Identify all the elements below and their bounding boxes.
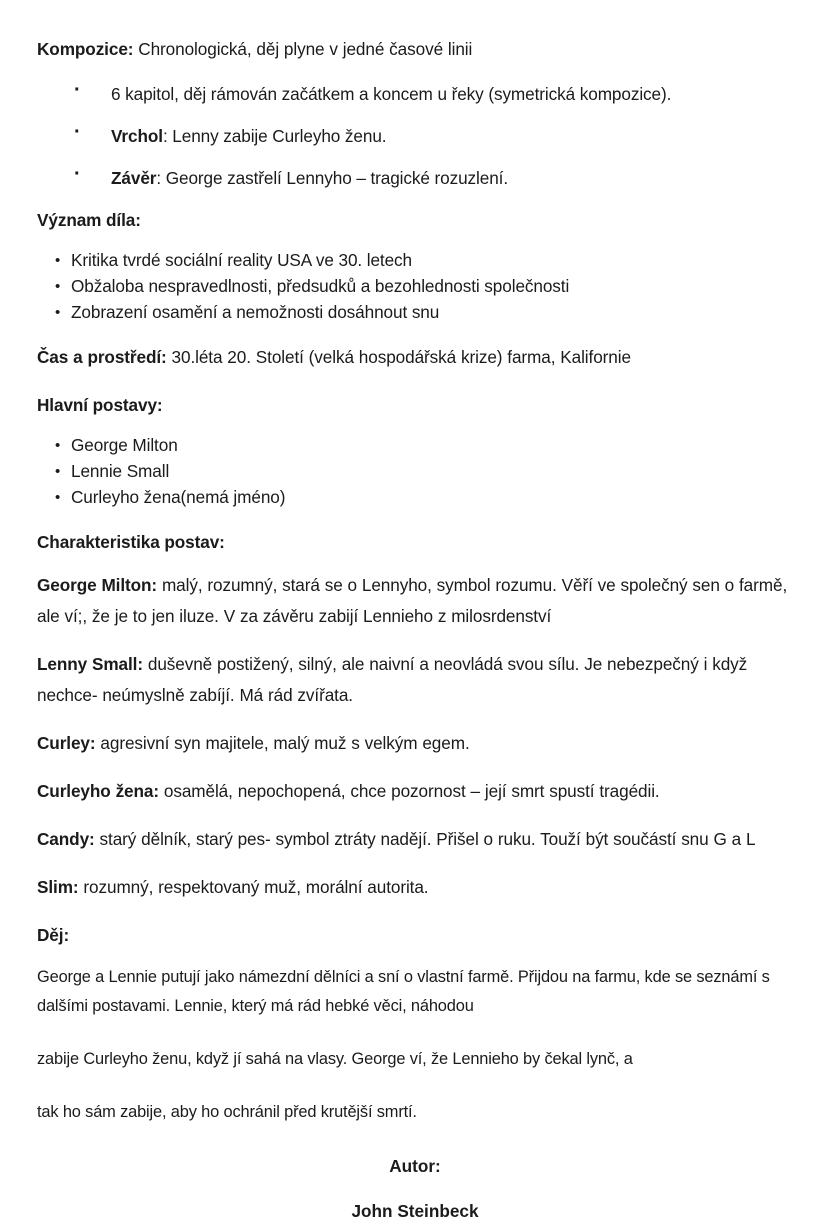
plot-paragraph: zabije Curleyho ženu, když jí sahá na vlasy. George ví, že Lennieho by čekal lynč, a: [37, 1050, 633, 1068]
composition-item-1-bold: Vrchol: [111, 126, 163, 146]
main-characters-list: [37, 433, 793, 510]
author-name: John Steinbeck: [351, 1201, 479, 1221]
character-name: George Milton:: [37, 575, 158, 595]
character-name: Lenny Small:: [37, 654, 143, 674]
setting-label: Čas a prostředí:: [37, 347, 167, 367]
character-name: Slim:: [37, 877, 79, 897]
composition-value: Chronologická, děj plyne v jedné časové linii: [133, 39, 473, 59]
author-label: Autor:: [389, 1156, 441, 1176]
list-item: [37, 121, 793, 152]
list-item: • Lennie Small: [37, 459, 793, 484]
character-entry-curley: [37, 728, 793, 759]
list-item: • Obžaloba nespravedlnosti, předsudků a bezohlednosti společnosti: [37, 274, 793, 299]
character-name: Candy:: [37, 829, 95, 849]
character-description: malý, rozumný, stará se o Lennyho, symbol rozumu. Věří ve společný sen o farmě, ale ví;, že je to jen iluze. V za závěru zabijí Lennieho z milosrdenství: [37, 575, 788, 626]
composition-label: Kompozice:: [37, 39, 134, 59]
list-item: [37, 163, 793, 194]
composition-item-1-text: : Lenny zabije Curleyho ženu.: [162, 126, 387, 146]
composition-item-2-bold: Závěr: [111, 168, 157, 188]
list-item: • Curleyho žena(nemá jméno): [37, 485, 793, 510]
composition-item-0-text: 6 kapitol, děj rámován začátkem a koncem u řeky (symetrická kompozice).: [111, 84, 672, 104]
character-entry-curleys-wife: [37, 776, 793, 807]
characterization-heading: Charakteristika postav:: [37, 532, 225, 552]
meaning-heading: Význam díla:: [37, 210, 141, 230]
meaning-list: [37, 248, 793, 325]
plot-paragraph: George a Lennie putují jako námezdní dělníci a sní o vlastní farmě. Přijdou na farmu, kde se seznámí s dalšími postavami. Lennie, který má rád hebké věci, náhodou: [37, 968, 770, 1015]
character-entry-lenny: [37, 649, 793, 711]
plot-block: [37, 963, 793, 1127]
setting-value: 30.léta 20. Století (velká hospodářská krize) farma, Kalifornie: [166, 347, 631, 367]
character-entry-slim: [37, 872, 793, 903]
list-item: • George Milton: [37, 433, 793, 458]
list-item: [37, 79, 793, 110]
main-characters-heading: Hlavní postavy:: [37, 395, 163, 415]
composition-item-2-text: : George zastřelí Lennyho – tragické rozuzlení.: [156, 168, 509, 188]
character-description: osamělá, nepochopená, chce pozornost – její smrt spustí tragédii.: [159, 781, 660, 801]
character-name: Curley:: [37, 733, 96, 753]
character-name: Curleyho žena:: [37, 781, 159, 801]
list-item: • Kritika tvrdé sociální reality USA ve 30. letech: [37, 248, 793, 273]
setting-line: [37, 342, 793, 373]
list-item: • Zobrazení osamění a nemožnosti dosáhnout snu: [37, 300, 793, 325]
document-body: [37, 34, 793, 1227]
composition-list: [37, 79, 793, 194]
character-description: rozumný, respektovaný muž, morální autorita.: [78, 877, 429, 897]
plot-heading: Děj:: [37, 925, 70, 945]
character-description: starý dělník, starý pes- symbol ztráty nadějí. Přišel o ruku. Touží být součástí snu G a L: [94, 829, 756, 849]
plot-paragraph: tak ho sám zabije, aby ho ochránil před krutější smrtí.: [37, 1103, 417, 1121]
character-description: agresivní syn majitele, malý muž s velkým egem.: [95, 733, 470, 753]
character-entry-george: [37, 570, 793, 632]
character-description: duševně postižený, silný, ale naivní a neovládá svou sílu. Je nebezpečný i když nechce- neúmyslně zabíjí. Má rád zvířata.: [37, 654, 748, 705]
character-entry-candy: [37, 824, 793, 855]
composition-line: [37, 34, 793, 65]
